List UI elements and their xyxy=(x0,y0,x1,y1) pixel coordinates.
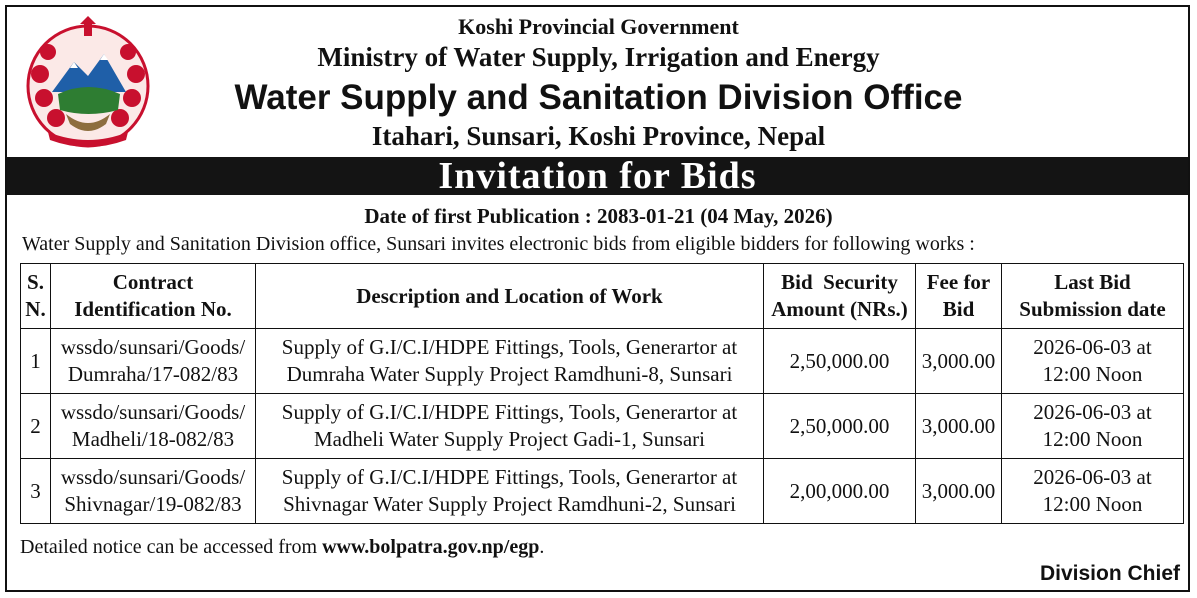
cell-contract-id: wssdo/sunsari/Goods/ Dumraha/17-082/83 xyxy=(51,329,256,394)
cell-description: Supply of G.I/C.I/HDPE Fittings, Tools, Generartor at Dumraha Water Supply Project Ramdhuni-8, Sunsari xyxy=(256,329,764,394)
office-title: Water Supply and Sanitation Division Office xyxy=(234,78,963,117)
cell-fee: 3,000.00 xyxy=(916,329,1002,394)
cell-bid-security: 2,50,000.00 xyxy=(764,329,916,394)
header-last-date: Last Bid Submission date xyxy=(1002,264,1184,329)
cell-description: Supply of G.I/C.I/HDPE Fittings, Tools, Generartor at Shivnagar Water Supply Project Ramdhuni-2, Sunsari xyxy=(256,459,764,524)
cell-last-date: 2026-06-03 at 12:00 Noon xyxy=(1002,329,1184,394)
publication-date: Date of first Publication : 2083-01-21 (04 May, 2026) xyxy=(364,204,833,228)
table-header-row xyxy=(21,264,1184,329)
table-row xyxy=(21,329,1184,394)
cell-description: Supply of G.I/C.I/HDPE Fittings, Tools, Generartor at Madheli Water Supply Project Gadi-1, Sunsari xyxy=(256,394,764,459)
cell-fee: 3,000.00 xyxy=(916,459,1002,524)
footer-note: Detailed notice can be accessed from www.bolpatra.gov.np/egp. xyxy=(20,536,545,558)
office-address: Itahari, Sunsari, Koshi Province, Nepal xyxy=(371,121,826,151)
cell-bid-security: 2,50,000.00 xyxy=(764,394,916,459)
cell-bid-security: 2,00,000.00 xyxy=(764,459,916,524)
header-description: Description and Location of Work xyxy=(256,264,764,329)
cell-last-date: 2026-06-03 at 12:00 Noon xyxy=(1002,459,1184,524)
bolpatra-link[interactable]: www.bolpatra.gov.np/egp xyxy=(322,536,540,558)
header-fee: Fee for Bid xyxy=(916,264,1002,329)
intro-text: Water Supply and Sanitation Division office, Sunsari invites electronic bids from eligible bidders for following works : xyxy=(22,233,975,255)
cell-sn: 3 xyxy=(21,459,51,524)
provincial-government-title: Koshi Provincial Government xyxy=(458,14,739,39)
header-bid-security: Bid Security Amount (NRs.) xyxy=(764,264,916,329)
header-contract-id: Contract Identification No. xyxy=(51,264,256,329)
ministry-title: Ministry of Water Supply, Irrigation and Energy xyxy=(317,42,880,72)
cell-sn: 1 xyxy=(21,329,51,394)
cell-fee: 3,000.00 xyxy=(916,394,1002,459)
table-row xyxy=(21,459,1184,524)
signoff: Division Chief xyxy=(1039,562,1180,585)
cell-sn: 2 xyxy=(21,394,51,459)
notice-banner: Invitation for Bids xyxy=(7,157,1188,195)
cell-last-date: 2026-06-03 at 12:00 Noon xyxy=(1002,394,1184,459)
bids-table xyxy=(20,263,1184,524)
table-row xyxy=(21,394,1184,459)
header-sn: S. N. xyxy=(21,264,51,329)
cell-contract-id: wssdo/sunsari/Goods/ Shivnagar/19-082/83 xyxy=(51,459,256,524)
cell-contract-id: wssdo/sunsari/Goods/ Madheli/18-082/83 xyxy=(51,394,256,459)
